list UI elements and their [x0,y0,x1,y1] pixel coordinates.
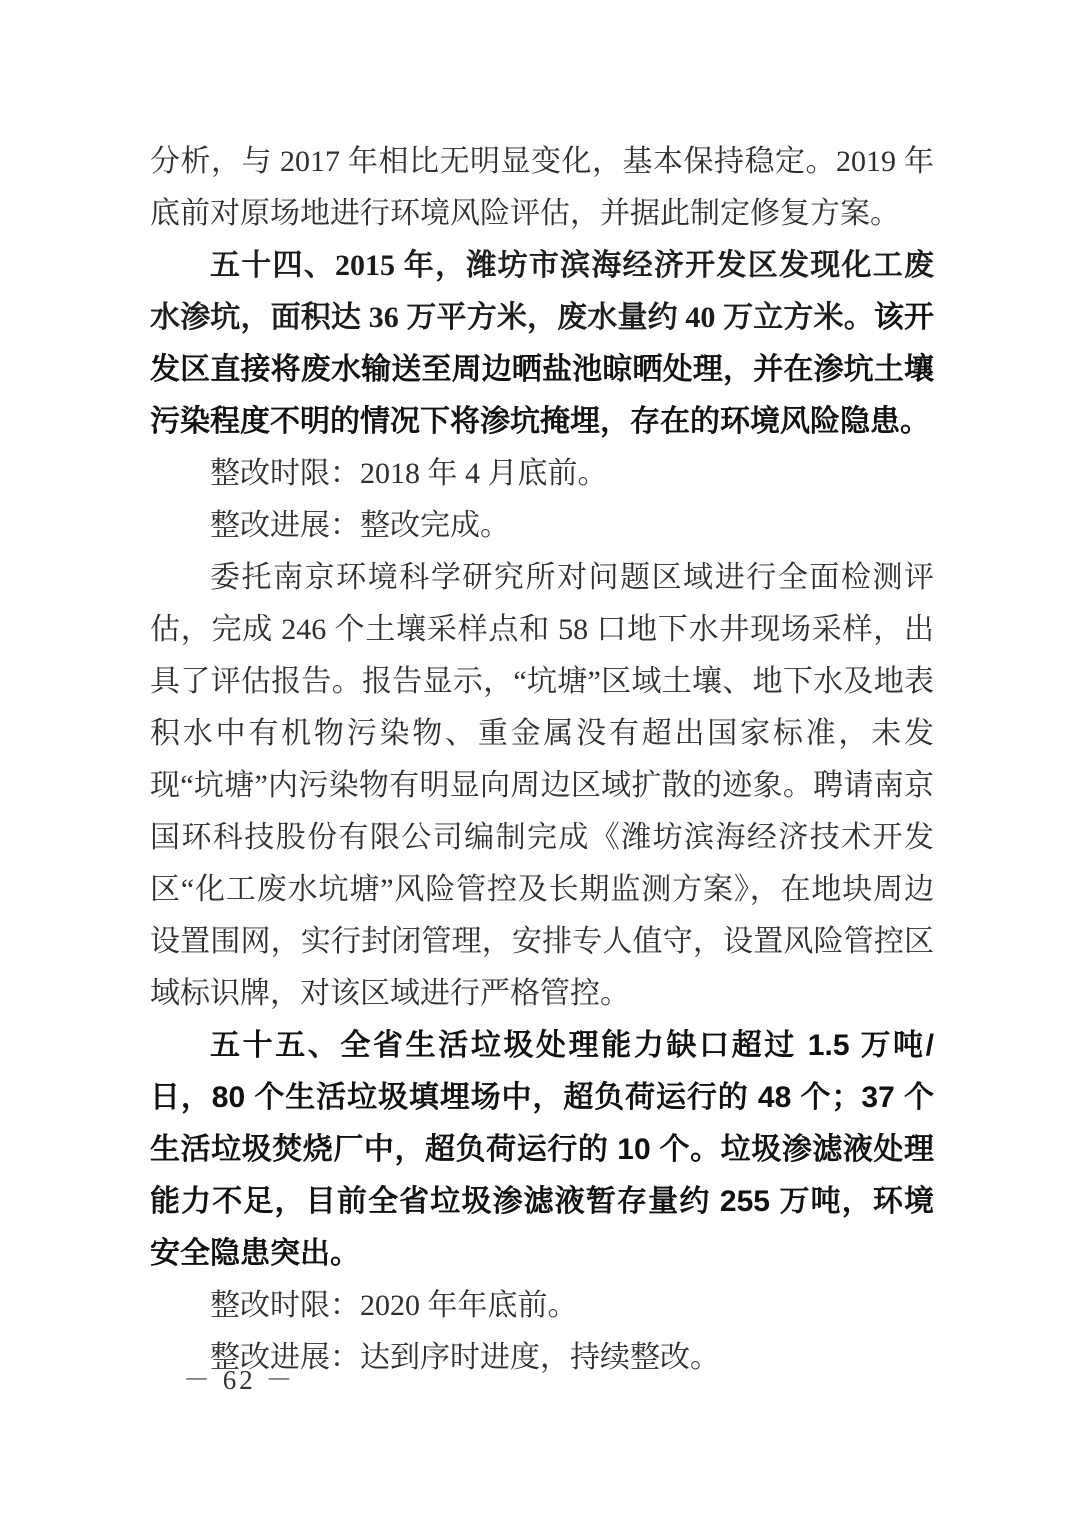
text-run: 该开发区直接将废水输送至周边晒盐池晾晒处理，并在渗坑土壤污染程度不明的情况下将渗坑掩埋，存在的环境风险隐患。 [150,301,935,438]
paragraph [150,136,934,240]
paragraph [150,500,934,552]
paragraph [150,1280,934,1332]
page-number: － 62 － [183,1365,296,1395]
text-run: 整改时限：2020 年年底前。 [210,1289,578,1322]
paragraph [150,448,934,500]
paragraph [150,240,934,448]
paragraph [150,1020,934,1280]
text-run: 整改时限：2018 年 4 月底前。 [210,457,608,490]
text-run: 五十五、全省生活垃圾处理能力缺口超过 1.5 万吨/日，80 个生活垃圾填埋场中，超负荷运行的 48 个；37 个生活垃圾焚烧厂中，超负荷运行的 10 个。垃圾渗滤液处理能力不足，目前全省垃圾渗滤液暂存量约 255 万吨，环境安全隐患突出。 [150,1029,934,1270]
text-run: 整改进展：达到序时进度，持续整改。 [210,1341,720,1374]
text-run: 分析，与 2017 年相比无明显变化，基本保持稳定。2019 年底前对原场地进行环境风险评估，并据此制定修复方案。 [150,145,934,230]
text-run: 整改进展：整改完成。 [210,509,510,542]
document-body [150,136,934,1384]
text-run: 委托南京环境科学研究所对问题区域进行全面检测评估，完成 246 个土壤采样点和 58 口地下水井现场采样，出具了评估报告。报告显示，“坑塘”区域土壤、地下水及地表积水中有机物污染物、重金属没有超出国家标准，未发现“坑塘”内污染物有明显向周边区域扩散的迹象。聘请南京国环科技股份有限公司编制完成《潍坊滨海经济技术开发区“化工废水坑塘”风险管控及长期监测方案》，在地块周边设置围网，实行封闭管理，安排专人值守，设置风险管控区域标识牌，对该区域进行严格管控。 [150,561,934,1010]
text-run: 五十四、2015 年，潍坊市滨海经济开发区发现化工废水渗坑，面积达 36 万平方米，废水量约 40 万立方米。 [150,249,934,334]
paragraph [150,552,934,1020]
